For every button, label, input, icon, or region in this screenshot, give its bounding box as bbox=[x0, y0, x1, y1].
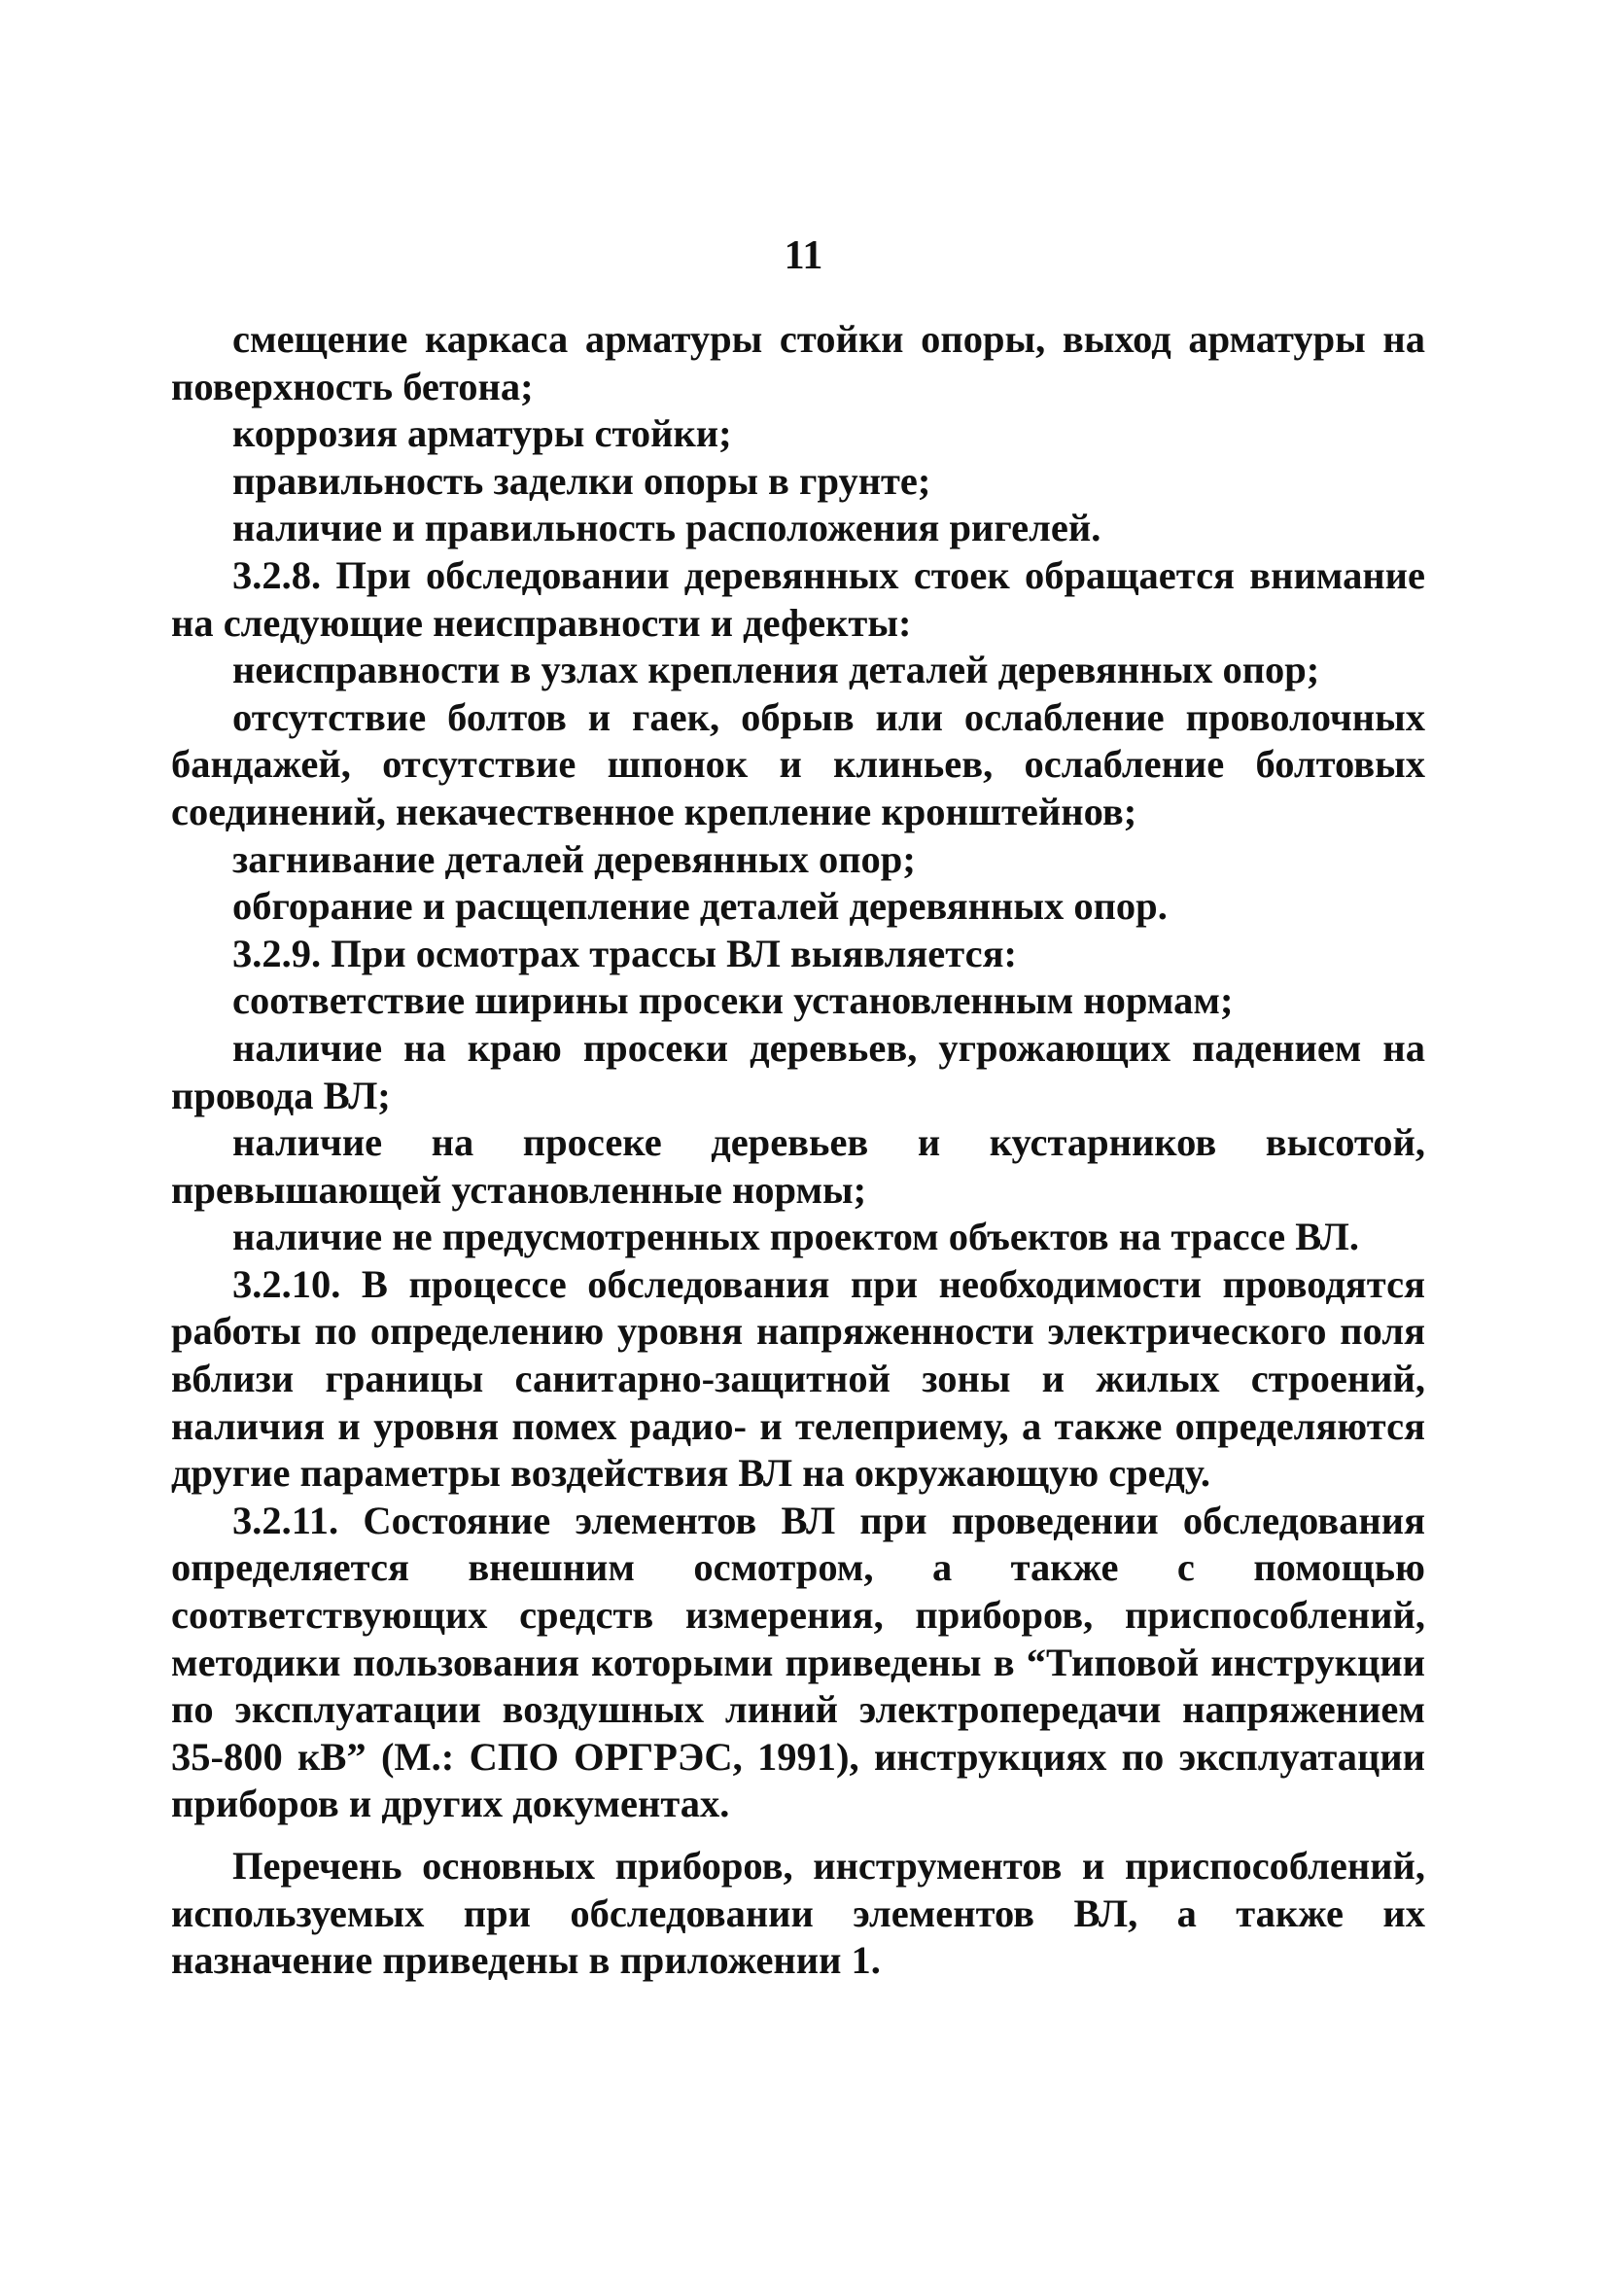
paragraph-instruments-list: Перечень основных приборов, инструментов и приспособлений, используемых при обследовании элементов ВЛ, а также их назначение приведены в приложении 1. bbox=[171, 1844, 1425, 1983]
section-3-2-10: 3.2.10. В процессе обследования при необходимости проводятся работы по определению уровня напряженности электрического поля вблизи границы санитарно-защитной зоны и жилых строений, наличия и уровня помех радио- и телеприему, а также определяются другие параметры воздействия ВЛ на окружающую среду. bbox=[171, 1261, 1425, 1496]
section-3-2-8: 3.2.8. При обследовании деревянных стоек обращается внимание на следующие неисправности и дефекты: bbox=[171, 552, 1425, 645]
paragraph-missing-bolts: отсутствие болтов и гаек, обрыв или ослабление проволочных бандажей, отсутствие шпонок и клиньев, ослабление болтовых соединений, некачественное крепление кронштейнов; bbox=[171, 694, 1425, 833]
paragraph-threatening-trees: наличие на краю просеки деревьев, угрожающих падением на провода ВЛ; bbox=[171, 1025, 1425, 1117]
section-3-2-11: 3.2.11. Состояние элементов ВЛ при проведении обследования определяется внешним осмотром, а также с помощью соответствующих средств измерения, приборов, приспособлений, методики пользования которыми приведены в “Типовой инструкции по эксплуатации воздушных линий электропередачи напряжением 35-800 кВ” (М.: СПО ОРГРЭС, 1991), инструкциях по эксплуатации приборов и других документах. bbox=[171, 1498, 1425, 1826]
paragraph-clearing-width: соответствие ширины просеки установленным нормам; bbox=[232, 978, 1234, 1023]
paragraph-crossbars: наличие и правильность расположения ригелей. bbox=[232, 506, 1101, 550]
paragraph-tall-vegetation: наличие на просеке деревьев и кустарников высотой, превышающей установленные нормы; bbox=[171, 1120, 1425, 1212]
paragraph-wood-burning: обгорание и расщепление деталей деревянных опор. bbox=[232, 884, 1168, 929]
paragraph-rebar-displacement: смещение каркаса арматуры стойки опоры, выход арматуры на поверхность бетона; bbox=[171, 317, 1425, 408]
page-number: 11 bbox=[784, 233, 823, 278]
document-body bbox=[171, 316, 1425, 1985]
paragraph-wooden-joints: неисправности в узлах крепления деталей деревянных опор; bbox=[232, 648, 1320, 692]
paragraph-pole-embedding: правильность заделки опоры в грунте; bbox=[232, 458, 931, 503]
section-3-2-9: 3.2.9. При осмотрах трассы ВЛ выявляется: bbox=[232, 931, 1018, 975]
paragraph-unplanned-objects: наличие не предусмотренных проектом объектов на трассе ВЛ. bbox=[232, 1215, 1359, 1259]
paragraph-wood-rot: загнивание деталей деревянных опор; bbox=[232, 836, 916, 881]
paragraph-rebar-corrosion: коррозия арматуры стойки; bbox=[232, 411, 732, 456]
